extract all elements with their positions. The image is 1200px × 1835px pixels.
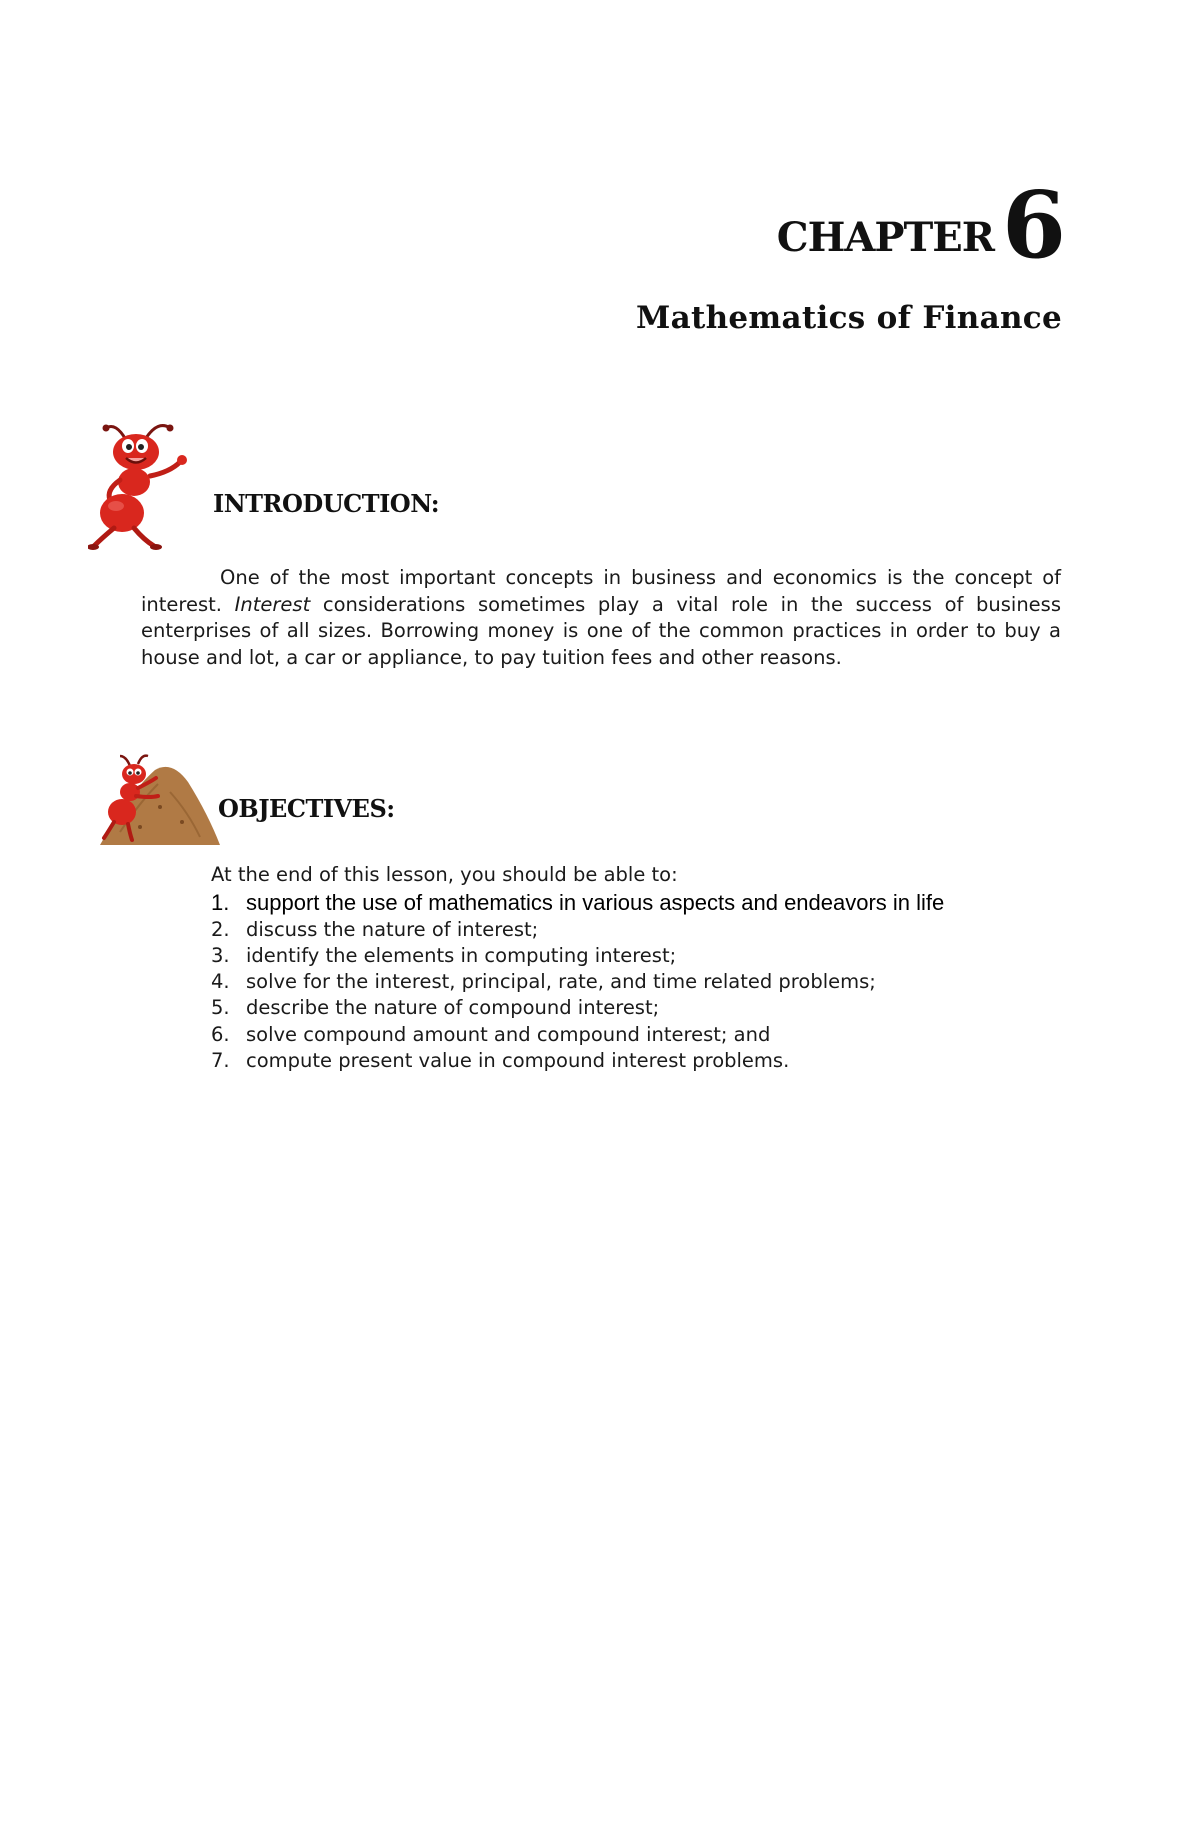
chapter-number: 6 [1001, 171, 1066, 279]
list-item-number: 4. [211, 970, 230, 994]
list-item [211, 1047, 1111, 1073]
objectives-heading: OBJECTIVES: [218, 794, 395, 823]
list-item-number: 2. [211, 917, 230, 941]
intro-italic-term: Interest [234, 592, 311, 616]
objectives-list [211, 890, 1111, 1073]
list-item-text: compute present value in compound interest problems. [246, 1048, 790, 1072]
list-item-text: solve compound amount and compound interest; and [246, 1022, 771, 1046]
intro-text-start: One of the most important concepts in business and economics is the concept of interest. [141, 566, 1061, 616]
intro-text-rest: considerations sometimes play a vital role in the success of business enterprises of all sizes. Borrowing money is one of the common practices in order to buy a house and lot, a car or appliance, to pay tuition fees and other reasons. [141, 592, 1061, 669]
list-item [211, 1021, 1111, 1047]
ant-on-anthill-icon [100, 752, 220, 847]
chapter-heading [776, 171, 1066, 279]
list-item-number: 1. [211, 890, 230, 916]
list-item-number: 7. [211, 1048, 230, 1072]
chapter-word: CHAPTER [776, 214, 994, 262]
introduction-heading: INTRODUCTION: [213, 489, 440, 518]
introduction-paragraph [141, 565, 1061, 671]
list-item [211, 969, 1111, 995]
list-item [211, 942, 1111, 968]
list-item-number: 5. [211, 996, 230, 1020]
ant-waving-icon [88, 418, 198, 553]
list-item-text: describe the nature of compound interest; [246, 996, 660, 1020]
list-item [211, 995, 1111, 1021]
list-item-number: 6. [211, 1022, 230, 1046]
objectives-lead: At the end of this lesson, you should be able to: [211, 863, 678, 886]
list-item-number: 3. [211, 943, 230, 967]
chapter-title: Mathematics of Finance [635, 300, 1062, 336]
list-item [211, 916, 1111, 942]
list-item-text: support the use of mathematics in various aspects and endeavors in life [246, 890, 945, 916]
list-item-text: identify the elements in computing interest; [246, 943, 677, 967]
list-item-text: discuss the nature of interest; [246, 917, 539, 941]
list-item [211, 890, 1111, 916]
list-item-text: solve for the interest, principal, rate, and time related problems; [246, 970, 876, 994]
